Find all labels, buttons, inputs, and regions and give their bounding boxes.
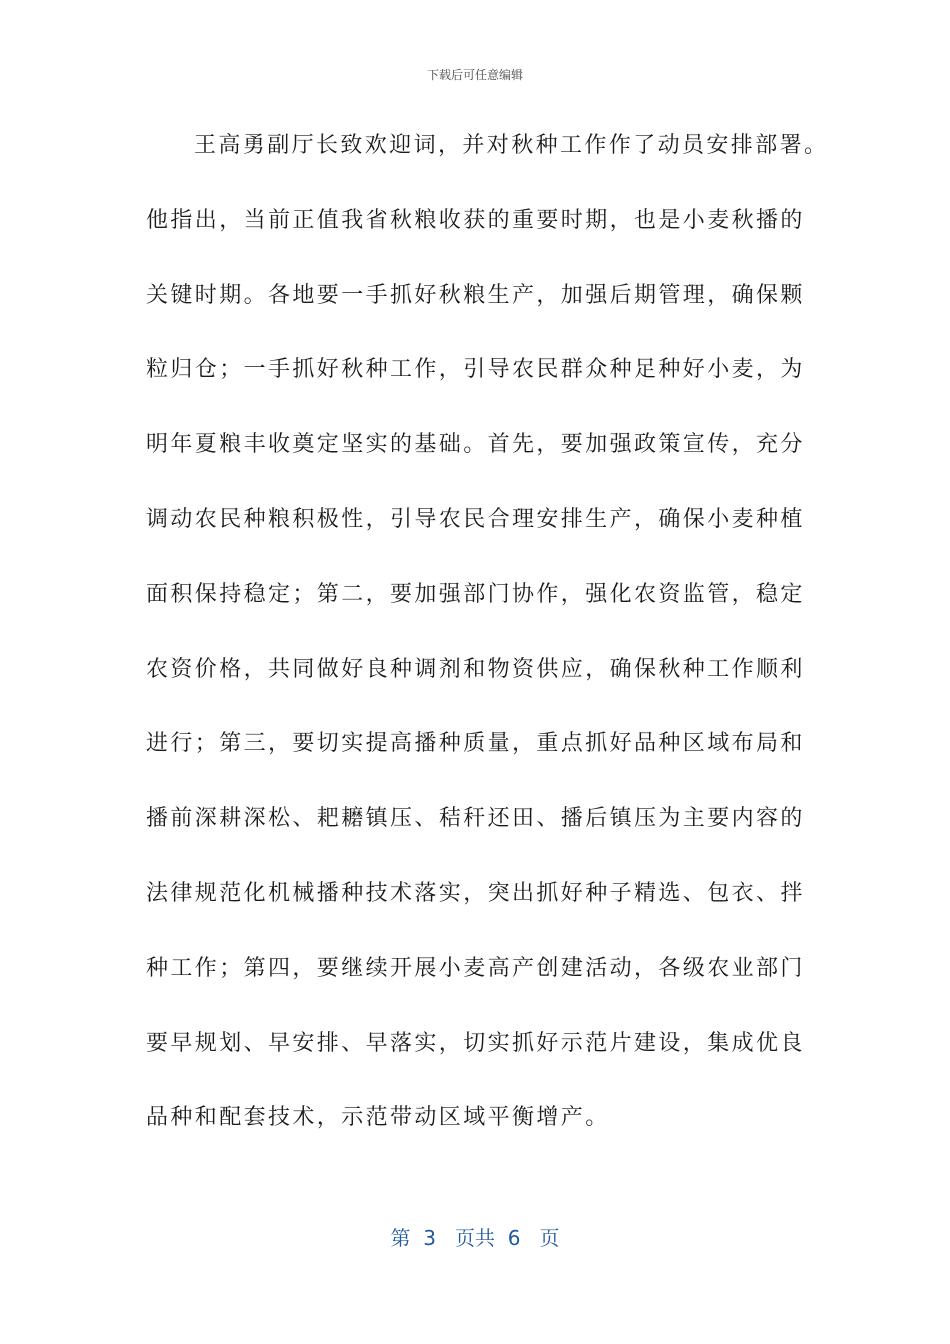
paragraph-line: 他指出，当前正值我省秋粮收获的重要时期，也是小麦秋播的 [146, 207, 805, 233]
paragraph-line: 要早规划、早安排、早落实，切实抓好示范片建设，集成优良 [146, 1030, 805, 1056]
paragraph-line: 种工作；第四，要继续开展小麦高产创建活动，各级农业部门 [146, 955, 805, 981]
page-header: 下载后可任意编辑 [426, 68, 523, 82]
paragraph-line: 粒归仓；一手抓好秋种工作，引导农民群众种足种好小麦，为 [146, 357, 805, 383]
paragraph-line: 面积保持稳定；第二，要加强部门协作，强化农资监管，稳定 [146, 581, 805, 607]
paragraph-line: 进行；第三，要切实提高播种质量，重点抓好品种区域布局和 [146, 731, 805, 757]
paragraph-line: 调动农民种粮积极性，引导农民合理安排生产，确保小麦种植 [146, 506, 805, 532]
paragraph-line: 明年夏粮丰收奠定坚实的基础。首先，要加强政策宣传，充分 [146, 432, 805, 458]
paragraph-line: 法律规范化机械播种技术落实，突出抓好种子精选、包衣、拌 [146, 880, 805, 906]
body-paragraph [146, 126, 829, 1173]
page-number-footer: 第 3 页共 6 页 [390, 1226, 560, 1250]
paragraph-line: 王高勇副厅长致欢迎词，并对秋种工作作了动员安排部署。 [194, 133, 829, 158]
paragraph-line: 关键时期。各地要一手抓好秋粮生产，加强后期管理，确保颗 [146, 282, 805, 308]
paragraph-line: 品种和配套技术，示范带动区域平衡增产。 [146, 1105, 610, 1131]
paragraph-line: 农资价格，共同做好良种调剂和物资供应，确保秋种工作顺利 [146, 656, 805, 682]
paragraph-line: 播前深耕深松、耙耱镇压、秸秆还田、播后镇压为主要内容的 [146, 806, 805, 832]
